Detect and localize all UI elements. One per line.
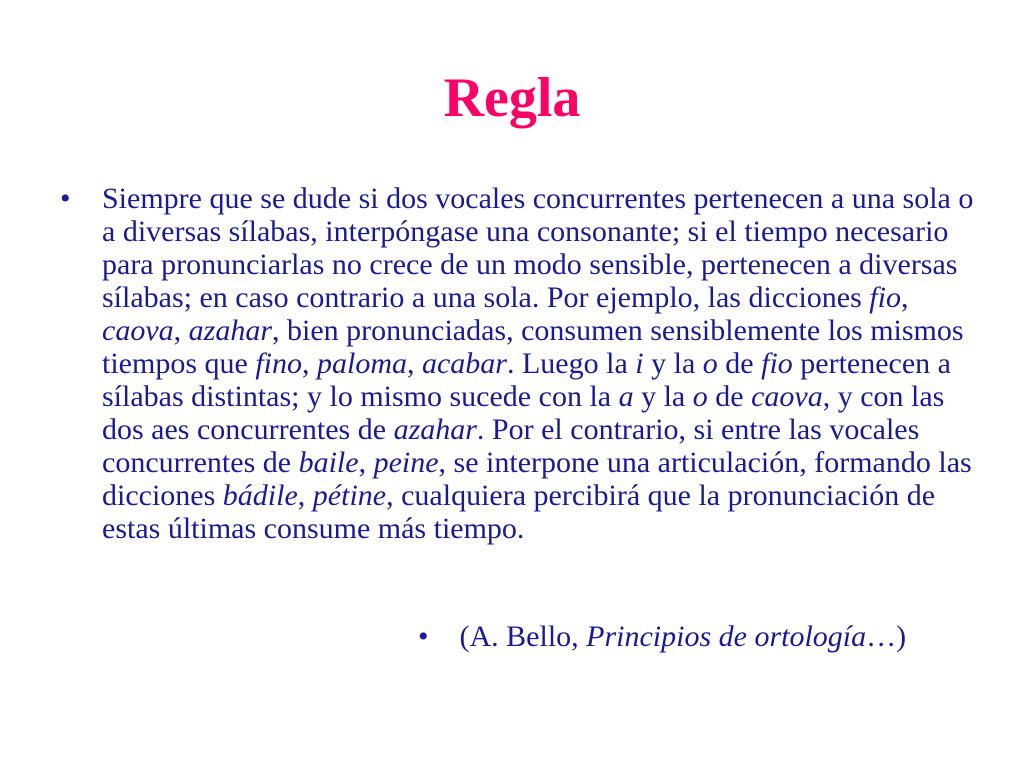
paragraph-text: . Luego la [506, 347, 636, 380]
bullet-icon: • [60, 182, 71, 215]
italic-term: fio [869, 281, 901, 314]
paragraph-text: , se interpone una articulación, formando las dicciones [102, 446, 972, 512]
paragraph-text: , [173, 314, 189, 347]
bullet-list [60, 182, 980, 545]
paragraph-text: , [358, 446, 374, 479]
paragraph-text: y la [643, 347, 703, 380]
citation-work: Principios de ortología [586, 620, 867, 653]
italic-term: i [635, 347, 644, 380]
citation-suffix: …) [866, 620, 907, 653]
italic-term: baile [298, 446, 359, 479]
italic-term: caova [751, 380, 823, 413]
paragraph-text: , [297, 479, 313, 512]
paragraph-text: , [900, 281, 909, 314]
italic-term: acabar [421, 347, 507, 380]
bullet-item-rule [60, 182, 980, 545]
italic-term: o [702, 347, 718, 380]
italic-term: fino [255, 347, 302, 380]
italic-term: o [692, 380, 708, 413]
italic-term: a [618, 380, 634, 413]
paragraph-text: , cualquiera percibirá que la pronunciación de estas últimas consume más tiempo. [102, 479, 936, 545]
paragraph-text: . Por el contrario, si entre las vocales concurrentes de [102, 413, 920, 479]
bullet-icon: • [418, 620, 429, 653]
italic-term: azahar [188, 314, 272, 347]
italic-term: paloma [316, 347, 407, 380]
rule-paragraph [102, 182, 973, 545]
paragraph-text: , [301, 347, 317, 380]
paragraph-text: de [707, 380, 752, 413]
slide-title: Regla [443, 67, 581, 129]
paragraph-text: y la [633, 380, 693, 413]
italic-term: azahar [393, 413, 477, 446]
paragraph-text: pertenecen a sílabas distintas; y lo mismo sucede con la [102, 347, 951, 413]
citation-prefix: (A. Bello, [459, 620, 587, 653]
paragraph-text: , y con las dos aes concurrentes de [102, 380, 945, 446]
italic-term: pétine [312, 479, 387, 512]
paragraph-text: , bien pronunciadas, consumen sensiblemente los mismos tiempos que [102, 314, 964, 380]
citation [418, 620, 906, 653]
italic-term: peine [373, 446, 439, 479]
italic-term: fio [761, 347, 793, 380]
paragraph-text: Siempre que se dude si dos vocales concurrentes pertenecen a una sola o a diversas sílabas, interpóngase una consonante; si el tiempo necesario para pronunciarlas no crece de un modo sensible, pertenecen a diversas sílabas; en caso contrario a una sola. Por ejemplo, las dicciones [102, 182, 974, 314]
paragraph-text: , [406, 347, 422, 380]
italic-term: caova [102, 314, 174, 347]
paragraph-text: de [717, 347, 762, 380]
italic-term: bádile [222, 479, 298, 512]
